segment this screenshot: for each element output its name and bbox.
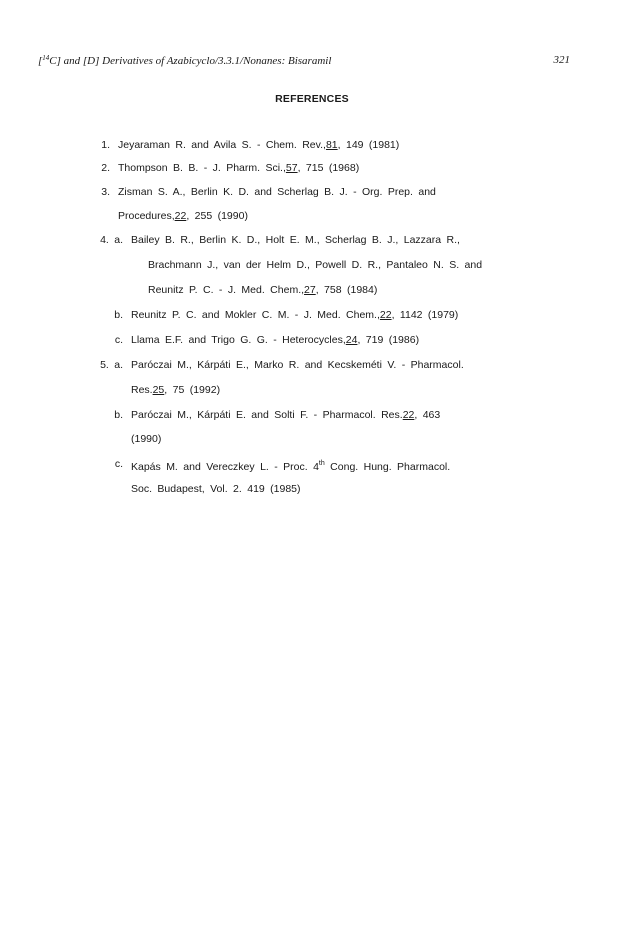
page-number: 321 bbox=[553, 54, 570, 66]
reference-text: , 75 (1992) bbox=[164, 384, 221, 396]
reference-label: 3. bbox=[101, 186, 110, 198]
reference-label: 1. bbox=[101, 139, 110, 151]
reference-5c bbox=[114, 456, 451, 473]
reference-text: Paróczai M., Kárpáti E. and Solti F. - Pharmacol. Res. bbox=[131, 409, 403, 421]
reference-text: Thompson B. B. - J. Pharm. Sci., bbox=[118, 162, 286, 174]
reference-text: Res. bbox=[131, 384, 153, 396]
reference-text: Reunitz P. C. and Mokler C. M. - J. Med. Chem., bbox=[131, 309, 380, 321]
reference-4c bbox=[114, 332, 420, 348]
reference-text: Jeyaraman R. and Avila S. - Chem. Rev., bbox=[118, 139, 326, 151]
reference-text: (1990) bbox=[131, 433, 162, 445]
reference-4b bbox=[114, 307, 459, 323]
reference-text: , 715 (1968) bbox=[297, 162, 360, 174]
reference-volume: 25 bbox=[152, 384, 165, 396]
reference-volume: 27 bbox=[304, 284, 316, 296]
reference-label: 2. bbox=[101, 162, 110, 174]
reference-volume: 57 bbox=[285, 162, 298, 174]
reference-text: Reunitz P. C. - J. Med. Chem., bbox=[148, 284, 305, 296]
reference-4a-continued bbox=[148, 257, 482, 273]
reference-volume: 22 bbox=[174, 210, 187, 222]
reference-5b bbox=[114, 407, 441, 423]
reference-5a-continued bbox=[131, 382, 220, 398]
reference-3 bbox=[101, 184, 436, 200]
reference-volume: 24 bbox=[345, 334, 358, 346]
reference-label: b. bbox=[114, 409, 123, 421]
reference-5a bbox=[100, 357, 464, 373]
reference-text: , 149 (1981) bbox=[337, 139, 400, 151]
running-head-title: [$^{14}$C] and [D] Derivatives of Azabicyclo/3.3.1/Nonanes: Bisaramil bbox=[38, 54, 332, 67]
reference-label: c. bbox=[114, 458, 123, 470]
reference-4a-continued bbox=[148, 282, 377, 298]
reference-text: Brachmann J., van der Helm D., Powell D. R., Pantaleo N. S. and bbox=[148, 259, 483, 271]
reference-2 bbox=[101, 160, 360, 176]
reference-label: 5. a. bbox=[100, 359, 123, 371]
reference-text: Kapás M. and Vereczkey L. - Proc. 4 bbox=[131, 461, 319, 473]
reference-1 bbox=[101, 137, 400, 153]
reference-label: b. bbox=[114, 309, 123, 321]
reference-label: c. bbox=[114, 334, 123, 346]
reference-text: Soc. Budapest, Vol. 2. 419 (1985) bbox=[131, 483, 301, 495]
reference-volume: 22 bbox=[402, 409, 415, 421]
section-title: REFERENCES bbox=[275, 93, 349, 105]
reference-4a bbox=[100, 232, 460, 248]
reference-3-continued bbox=[118, 208, 248, 224]
reference-text: , 1142 (1979) bbox=[391, 309, 459, 321]
reference-text: Procedures, bbox=[118, 210, 175, 222]
reference-text: Bailey B. R., Berlin K. D., Holt E. M., Scherlag B. J., Lazzara R., bbox=[131, 234, 460, 246]
reference-5c-continued bbox=[131, 481, 301, 497]
reference-text: Llama E.F. and Trigo G. G. - Heterocycles, bbox=[131, 334, 346, 346]
reference-volume: 81 bbox=[325, 139, 338, 151]
reference-5b-continued bbox=[131, 431, 161, 447]
reference-text: , 758 (1984) bbox=[315, 284, 378, 296]
reference-text: , 463 bbox=[414, 409, 441, 421]
reference-text: Zisman S. A., Berlin K. D. and Scherlag B. J. - Org. Prep. and bbox=[118, 186, 436, 198]
running-head bbox=[38, 54, 570, 70]
reference-text: , 255 (1990) bbox=[186, 210, 248, 222]
reference-text: Paróczai M., Kárpáti E., Marko R. and Kecskeméti V. - Pharmacol. bbox=[131, 359, 464, 371]
reference-text: Cong. Hung. Pharmacol. bbox=[324, 461, 451, 473]
reference-text: , 719 (1986) bbox=[357, 334, 420, 346]
reference-label: 4. a. bbox=[100, 234, 123, 246]
reference-volume: 22 bbox=[379, 309, 392, 321]
reference-superscript: th bbox=[318, 460, 325, 467]
